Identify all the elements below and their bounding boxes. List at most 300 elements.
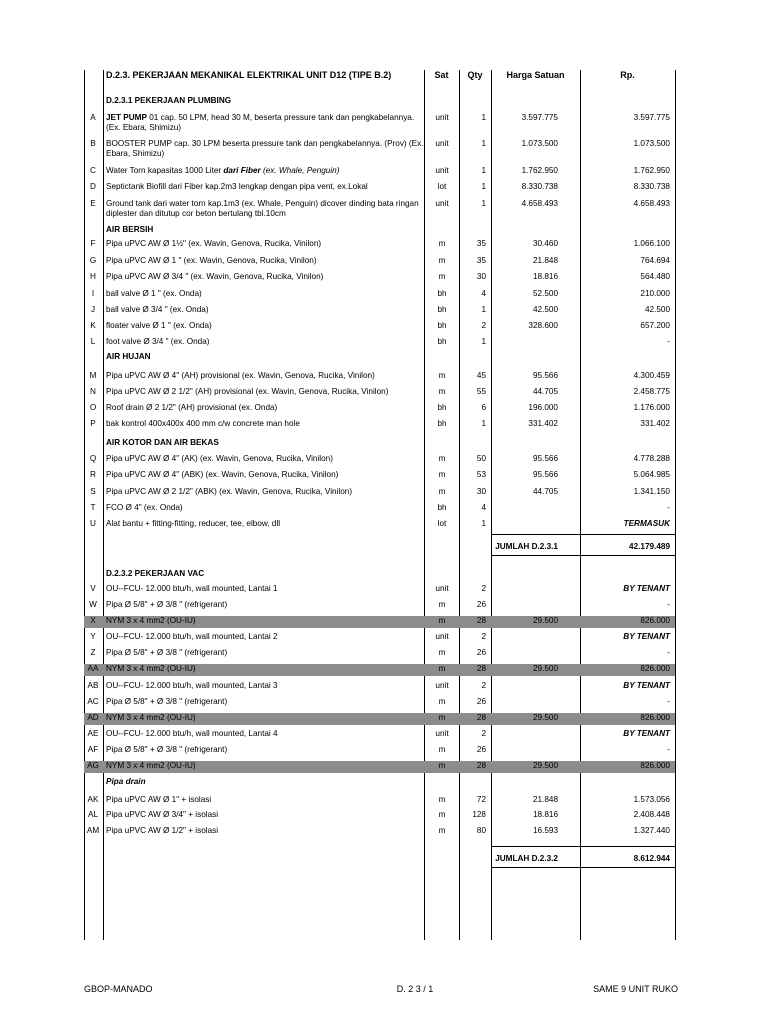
item-description-text: AIR BERSIH [106,225,154,234]
table-row [84,387,675,399]
qty-cell: 26 [476,600,486,609]
unit-cell: m [438,239,446,248]
table-row [84,745,675,757]
item-description-text: NYM 3 x 4 mm2 (OU-IU) [106,616,196,625]
item-description [106,795,424,805]
unit-price-cell: 4.658.493 [521,199,558,208]
subtotal-border [491,534,675,556]
item-letter: T [90,503,96,512]
unit-cell: unit [435,681,449,690]
grid-line [675,70,676,940]
item-description-bold: JET PUMP [106,113,147,122]
total-cell: 331.402 [640,419,670,428]
unit-cell: m [438,256,446,265]
item-description [106,664,424,674]
total-cell: - [667,600,670,609]
total-cell: 826.000 [640,761,670,770]
item-letter: AL [87,810,98,819]
qty-cell: 26 [476,697,486,706]
qty-cell: 1 [481,519,486,528]
total-cell: TERMASUK [623,519,670,528]
item-description-text: Alat bantu + fitting-fitting, reducer, tee, elbow, dll [106,519,281,528]
total-cell: - [667,503,670,512]
table-row [84,199,675,223]
item-description-text: Pipa uPVC AW Ø 3/4 " (ex. Wavin, Genova, Rucika, Vinilon) [106,272,324,281]
qty-cell: 6 [481,403,486,412]
item-description [106,419,424,429]
item-letter: F [90,239,96,248]
total-cell: 826.000 [640,616,670,625]
qty-cell: 1 [481,166,486,175]
item-description-text: Pipa uPVC AW Ø 1" + isolasi [106,795,212,804]
total-cell: 4.778.288 [633,454,670,463]
subtotal-border [491,846,675,868]
item-description [106,470,424,480]
item-description [106,487,424,497]
unit-price-cell: 29.500 [532,616,558,625]
item-description-text: Pipa uPVC AW Ø 2 1/2" (AH) provisional (ex. Wavin, Genova, Rucika, Vinilon) [106,387,389,396]
table-row [84,810,675,822]
total-cell: 2.408.448 [633,810,670,819]
item-description-text: Water Torn kapasitas 1000 Liter [106,166,224,175]
unit-cell: unit [435,632,449,641]
qty-cell: 26 [476,745,486,754]
item-description-text: Ground tank dari water torn kap.1m3 (ex. Whale, Penguin) dicover dinding bata ringan diplester dan ditutup cor beton bertulang tbl.10cm [106,199,419,218]
item-description-text: D.2.3.1 PEKERJAAN PLUMBING [106,96,232,105]
total-cell: 1.073.500 [633,139,670,148]
item-description-text: OU--FCU- 12.000 btu/h, wall mounted, Lantai 1 [106,584,278,593]
table-row [84,519,675,531]
table-row [84,419,675,431]
item-description [106,199,424,219]
qty-cell: 4 [481,289,486,298]
footer-left: GBOP-MANADO [84,984,153,994]
qty-cell: 35 [476,256,486,265]
item-letter: Q [89,454,97,463]
unit-price-cell: 29.500 [532,713,558,722]
unit-cell: bh [437,503,447,512]
unit-cell: m [438,387,446,396]
item-description-text: Septictank Biofill dari Fiber kap.2m3 lengkap dengan pipa vent, ex.Lokal [106,182,368,191]
total-cell: - [667,697,670,706]
item-description-text: Pipa Ø 5/8" + Ø 3/8 " (refrigerant) [106,697,228,706]
unit-cell: m [438,600,446,609]
subtotal-label: JUMLAH D.2.3.1 [495,542,558,551]
unit-cell: unit [435,113,449,122]
item-description [106,777,424,787]
table-row [84,681,675,693]
item-letter: X [90,616,96,625]
table-row [84,795,675,807]
table-row [84,729,675,741]
item-letter: U [90,519,96,528]
qty-cell: 28 [476,761,486,770]
qty-cell: 80 [476,826,486,835]
total-cell: 657.200 [640,321,670,330]
unit-cell: m [438,745,446,754]
item-description-text: Pipa uPVC AW Ø 2 1/2" (ABK) (ex. Wavin, Genova, Rucika, Vinilon) [106,487,353,496]
unit-price-cell: 328.600 [528,321,558,330]
qty-cell: 2 [481,321,486,330]
unit-cell: bh [437,337,447,346]
section-heading-row [84,225,675,237]
item-description-text: NYM 3 x 4 mm2 (OU-IU) [106,761,196,770]
qty-cell: 55 [476,387,486,396]
header-harga-satuan: Harga Satuan [506,70,565,80]
item-description-text: Pipa uPVC AW Ø 1 " (ex. Wavin, Genova, Rucika, Vinilon) [106,256,317,265]
table-row [84,166,675,178]
item-description-text: OU--FCU- 12.000 btu/h, wall mounted, Lantai 2 [106,632,278,641]
item-description-text: Pipa uPVC AW Ø 1/2" + isolasi [106,826,219,835]
qty-cell: 1 [481,337,486,346]
item-description [106,371,424,381]
item-description [106,826,424,836]
total-cell: 1.573.056 [633,795,670,804]
qty-cell: 72 [476,795,486,804]
unit-cell: lot [437,519,447,528]
qty-cell: 1 [481,199,486,208]
item-letter: A [90,113,96,122]
item-description-text: Pipa Ø 5/8" + Ø 3/8 " (refrigerant) [106,600,228,609]
table-row [84,826,675,838]
item-description [106,387,424,397]
item-description-text: Roof drain Ø 2 1/2" (AH) provisional (ex. Onda) [106,403,278,412]
total-cell: 2.458.775 [633,387,670,396]
total-cell: BY TENANT [623,584,670,593]
unit-cell: m [438,697,446,706]
table-row [84,305,675,317]
header-qty: Qty [467,70,483,80]
item-description-text: ball valve Ø 3/4 " (ex. Onda) [106,305,209,314]
unit-price-cell: 331.402 [528,419,558,428]
item-letter: K [90,321,96,330]
section-heading-row [84,569,675,581]
item-letter: E [90,199,96,208]
item-description-text: Pipa uPVC AW Ø 4" (AH) provisional (ex. Wavin, Genova, Rucika, Vinilon) [106,371,375,380]
qty-cell: 128 [472,810,486,819]
unit-price-cell: 8.330.738 [521,182,558,191]
item-description-text: Pipa uPVC AW Ø 1½" (ex. Wavin, Genova, Rucika, Vinilon) [106,239,322,248]
table-row [84,697,675,709]
item-letter: AF [87,745,99,754]
table-row [84,487,675,499]
total-cell: 210.000 [640,289,670,298]
unit-price-cell: 42.500 [532,305,558,314]
unit-cell: bh [437,419,447,428]
unit-cell: unit [435,199,449,208]
item-description [106,403,424,413]
item-letter: AE [87,729,99,738]
qty-cell: 26 [476,648,486,657]
unit-cell: m [438,664,446,673]
total-cell: - [667,745,670,754]
section-heading-row [84,777,675,789]
qty-cell: 30 [476,272,486,281]
item-description-text: FCO Ø 4" (ex. Onda) [106,503,183,512]
item-description [106,810,424,820]
item-letter: J [90,305,96,314]
unit-price-cell: 16.593 [532,826,558,835]
item-description [106,681,424,691]
footer-right: SAME 9 UNIT RUKO [593,984,678,994]
item-description [106,438,424,448]
unit-cell: bh [437,305,447,314]
item-letter: AG [87,761,99,770]
total-cell: 1.066.100 [633,239,670,248]
item-letter: G [89,256,97,265]
unit-cell: m [438,713,446,722]
unit-price-cell: 18.816 [532,272,558,281]
unit-cell: bh [437,403,447,412]
item-description-text: NYM 3 x 4 mm2 (OU-IU) [106,713,196,722]
item-description-text: AIR KOTOR DAN AIR BEKAS [106,438,219,447]
total-cell: 8.330.738 [633,182,670,191]
item-description-text: Pipa drain [106,777,146,786]
unit-cell: lot [437,182,447,191]
total-cell: - [667,337,670,346]
item-letter: AC [87,697,99,706]
item-description [106,305,424,315]
item-description-text: AIR HUJAN [106,352,151,361]
table-row [84,321,675,333]
table-row [84,470,675,482]
total-cell: BY TENANT [623,681,670,690]
table-row [84,337,675,349]
unit-price-cell: 52.500 [532,289,558,298]
unit-cell: m [438,826,446,835]
item-letter: B [90,139,96,148]
table-row [84,113,675,137]
total-cell: 3.597.775 [633,113,670,122]
item-description [106,225,424,235]
qty-cell: 1 [481,305,486,314]
unit-price-cell: 44.705 [532,487,558,496]
item-letter: I [91,289,95,298]
item-description [106,289,424,299]
unit-cell: m [438,616,446,625]
qty-cell: 30 [476,487,486,496]
table-row [84,584,675,596]
item-letter: P [90,419,96,428]
item-description [106,352,424,362]
unit-price-cell: 95.566 [532,454,558,463]
unit-cell: m [438,761,446,770]
item-description [106,337,424,347]
item-description-text: Pipa Ø 5/8" + Ø 3/8 " (refrigerant) [106,648,228,657]
header-sat: Sat [434,70,449,80]
total-cell: 42.500 [644,305,670,314]
table-row [84,713,675,725]
total-cell: 564.480 [640,272,670,281]
table-row [84,503,675,515]
subtotal-value: 42.179.489 [629,542,670,551]
table-row [84,600,675,612]
table-row [84,289,675,301]
qty-cell: 53 [476,470,486,479]
table-row [84,648,675,660]
item-letter: AB [87,681,99,690]
item-description-text: foot valve Ø 3/4 " (ex. Onda) [106,337,210,346]
section-title: D.2.3. PEKERJAAN MEKANIKAL ELEKTRIKAL UNIT D12 (TIPE B.2) [106,70,392,80]
item-description [106,519,424,529]
item-description [106,697,424,707]
unit-cell: unit [435,584,449,593]
total-cell: 1.327.440 [633,826,670,835]
item-letter: AM [86,826,100,835]
qty-cell: 28 [476,664,486,673]
item-letter: Z [90,648,96,657]
unit-price-cell: 18.816 [532,810,558,819]
item-description-text: NYM 3 x 4 mm2 (OU-IU) [106,664,196,673]
item-description [106,321,424,331]
item-letter: AA [87,664,99,673]
item-description-text: OU--FCU- 12.000 btu/h, wall mounted, Lantai 4 [106,729,278,738]
unit-cell: unit [435,139,449,148]
item-description [106,182,424,192]
header-rp: Rp. [620,70,635,80]
item-description-text: Pipa Ø 5/8" + Ø 3/8 " (refrigerant) [106,745,228,754]
item-description [106,113,424,133]
item-description-text: Pipa uPVC AW Ø 3/4" + isolasi [106,810,219,819]
footer-page: D. 2 3 / 1 [396,984,434,994]
unit-cell: bh [437,321,447,330]
item-description [106,272,424,282]
qty-cell: 1 [481,419,486,428]
table-row [84,664,675,676]
table-row [84,256,675,268]
unit-cell: m [438,487,446,496]
item-description [106,569,424,579]
qty-cell: 2 [481,632,486,641]
item-description [106,616,424,626]
item-description [106,96,424,106]
item-description [106,239,424,249]
total-cell: 826.000 [640,713,670,722]
total-cell: 1.176.000 [633,403,670,412]
item-letter: V [90,584,96,593]
section-heading-row [84,96,675,108]
item-description [106,713,424,723]
item-description-text: Pipa uPVC AW Ø 4" (AK) (ex. Wavin, Genova, Rucika, Vinilon) [106,454,333,463]
qty-cell: 2 [481,584,486,593]
unit-cell: m [438,648,446,657]
item-description [106,256,424,266]
unit-price-cell: 1.762.950 [521,166,558,175]
item-description [106,632,424,642]
unit-price-cell: 21.848 [532,795,558,804]
unit-price-cell: 1.073.500 [521,139,558,148]
unit-cell: m [438,795,446,804]
subtotal-label: JUMLAH D.2.3.2 [495,854,558,863]
unit-cell: bh [437,289,447,298]
qty-cell: 1 [481,113,486,122]
unit-cell: m [438,454,446,463]
table-row [84,761,675,773]
qty-cell: 2 [481,681,486,690]
unit-cell: unit [435,166,449,175]
unit-price-cell: 21.848 [532,256,558,265]
qty-cell: 4 [481,503,486,512]
table-row [84,371,675,383]
item-letter: H [90,272,96,281]
item-letter: L [90,337,96,346]
item-letter: O [89,403,97,412]
total-cell: 826.000 [640,664,670,673]
unit-cell: m [438,470,446,479]
item-description [106,584,424,594]
item-description-text: ball valve Ø 1 " (ex. Onda) [106,289,202,298]
table-row [84,632,675,644]
item-description [106,166,424,176]
subtotal-value: 8.612.944 [633,854,670,863]
item-description-text: OU--FCU- 12.000 btu/h, wall mounted, Lantai 3 [106,681,278,690]
item-description [106,761,424,771]
total-cell: 764.694 [640,256,670,265]
item-description-text: bak kontrol 400x400x 400 mm c/w concrete man hole [106,419,300,428]
item-letter: N [90,387,96,396]
item-description [106,139,424,159]
item-description-text: 01 cap. 50 LPM, head 30 M, beserta pressure tank dan pengkabelannya. (Ex. Ebara, Shimizu) [106,113,415,132]
item-description-text: D.2.3.2 PEKERJAAN VAC [106,569,205,578]
table-row [84,272,675,284]
total-cell: 1.762.950 [633,166,670,175]
item-letter: W [89,600,97,609]
unit-cell: m [438,371,446,380]
item-letter: R [90,470,96,479]
item-letter: Y [90,632,96,641]
item-letter: AD [87,713,99,722]
unit-price-cell: 196.000 [528,403,558,412]
qty-cell: 2 [481,729,486,738]
item-description [106,729,424,739]
total-cell: - [667,648,670,657]
item-description-bold: dari Fiber [223,166,261,175]
item-letter: M [89,371,97,380]
item-letter: S [90,487,96,496]
item-description-text: Pipa uPVC AW Ø 4" (ABK) (ex. Wavin, Genova, Rucika, Vinilon) [106,470,339,479]
item-letter: AK [87,795,99,804]
item-description-text: floater valve Ø 1 " (ex. Onda) [106,321,212,330]
unit-price-cell: 29.500 [532,664,558,673]
total-cell: 5.064.985 [633,470,670,479]
item-description [106,600,424,610]
table-row [84,239,675,251]
table-row [84,616,675,628]
unit-price-cell: 44.705 [532,387,558,396]
qty-cell: 1 [481,182,486,191]
unit-cell: m [438,810,446,819]
item-letter: C [90,166,96,175]
table-row [84,454,675,466]
qty-cell: 28 [476,713,486,722]
unit-price-cell: 29.500 [532,761,558,770]
total-cell: BY TENANT [623,632,670,641]
qty-cell: 28 [476,616,486,625]
unit-cell: m [438,272,446,281]
table-row [84,403,675,415]
section-heading-row [84,352,675,364]
unit-price-cell: 30.460 [532,239,558,248]
qty-cell: 50 [476,454,486,463]
item-description [106,454,424,464]
total-cell: 4.300.459 [633,371,670,380]
item-description [106,503,424,513]
qty-cell: 35 [476,239,486,248]
unit-price-cell: 95.566 [532,470,558,479]
item-description [106,648,424,658]
qty-cell: 45 [476,371,486,380]
item-description-italic: (ex. Whale, Penguin) [260,166,340,175]
